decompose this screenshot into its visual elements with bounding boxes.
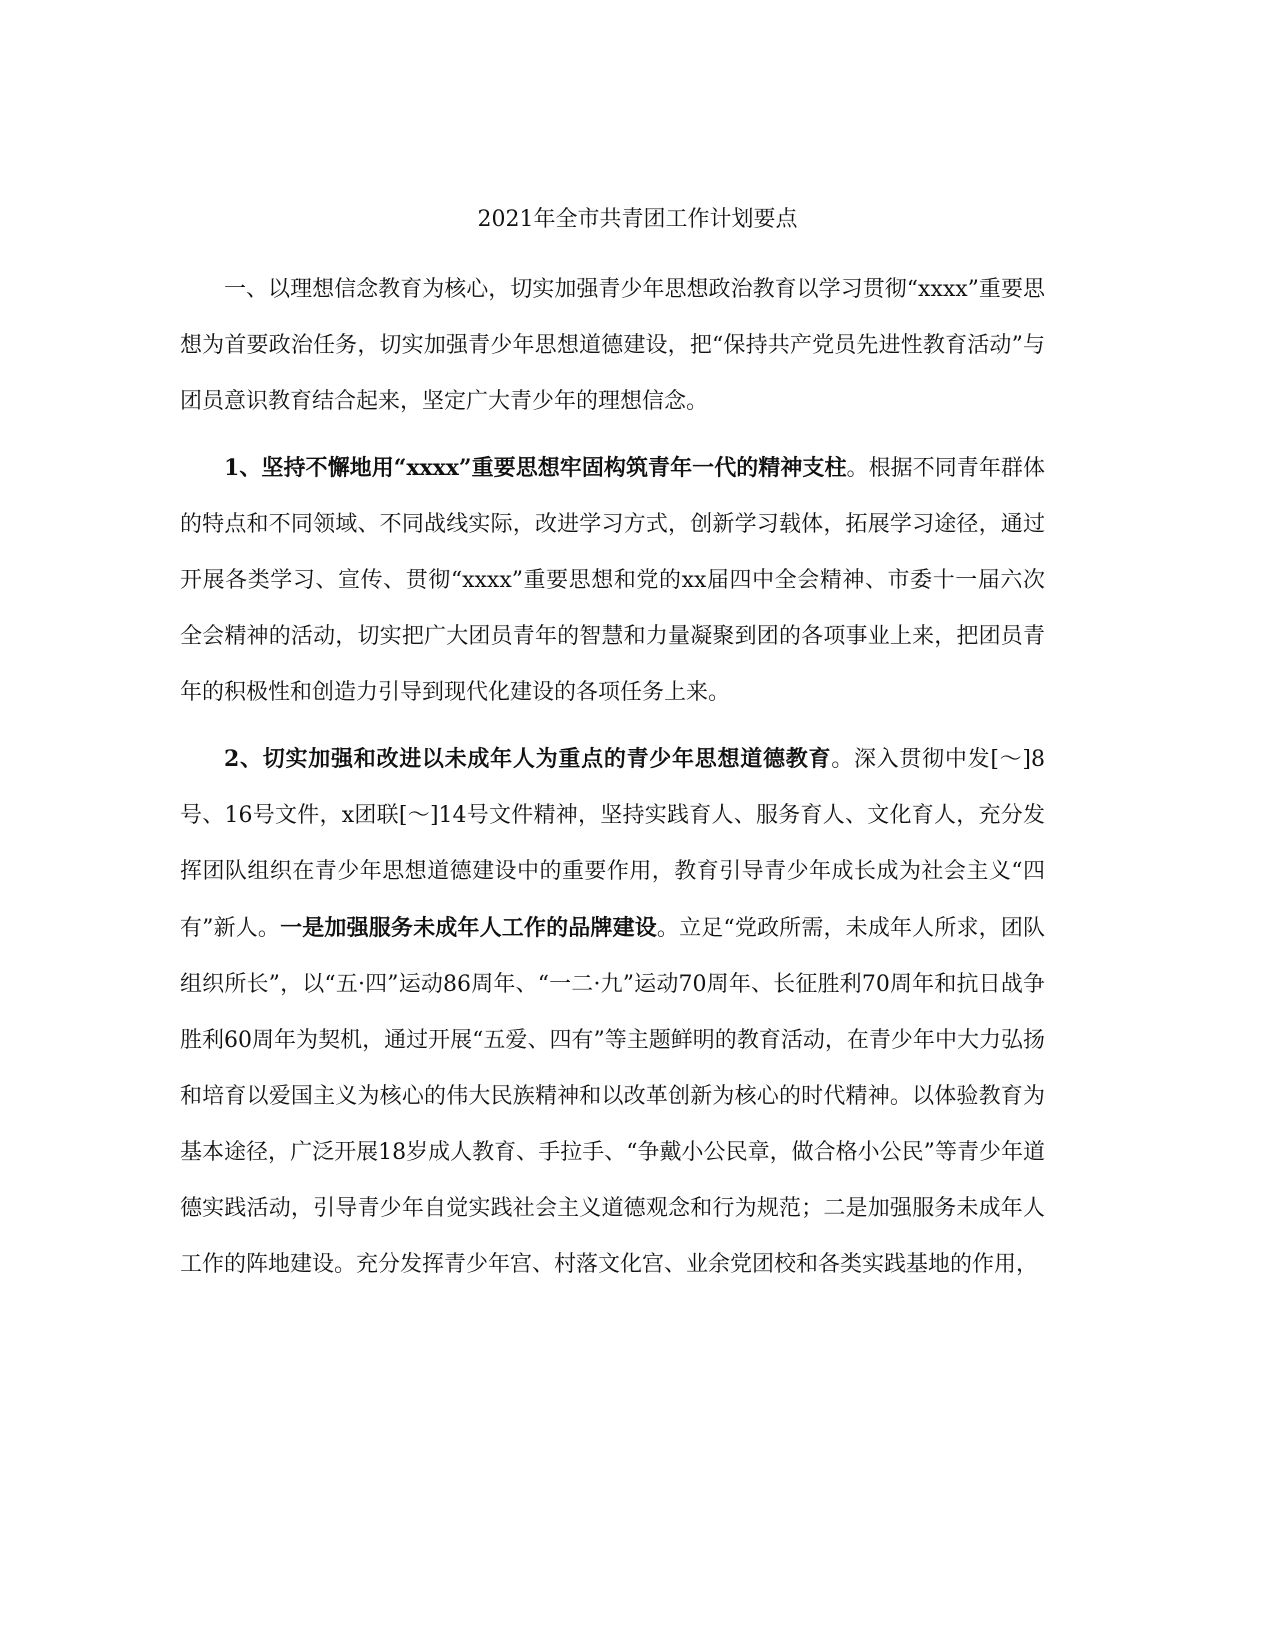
paragraph-heading: 1、坚持不懈地用“xxxx”重要思想牢固构筑青年一代的精神支柱 bbox=[224, 455, 847, 481]
paragraph-2 bbox=[180, 440, 1045, 721]
document-title: 2021年全市共青团工作计划要点 bbox=[477, 207, 798, 232]
paragraph-subheading: 一是加强服务未成年人工作的品牌建设 bbox=[280, 915, 657, 941]
paragraph-heading: 2、切实加强和改进以未成年人为重点的青少年思想道德教育 bbox=[224, 746, 832, 772]
paragraph-text: 。深入贯彻中发[～]8号、16号文件，x团联[～]14号文件精神，坚持实践育人、服务育人、文化育人，充分发挥团队组织在青少年思想道德建设中的重要作用，教育引导青少年成长成为社会主义“四有”新人。 bbox=[180, 747, 1045, 941]
paragraph-1 bbox=[180, 262, 1045, 430]
paragraph-text: 。根据不同青年群体的特点和不同领域、不同战线实际，改进学习方式，创新学习载体，拓展学习途径，通过开展各类学习、宣传、贯彻“xxxx”重要思想和党的xx届四中全会精神、市委十一届六次全会精神的活动，切实把广大团员青年的智慧和力量凝聚到团的各项事业上来，把团员青年的积极性和创造力引导到现代化建设的各项任务上来。 bbox=[180, 456, 1045, 705]
paragraph-text: 。立足“党政所需，未成年人所求，团队组织所长”，以“五·四”运动86周年、“一二·九”运动70周年、长征胜利70周年和抗日战争胜利60周年为契机，通过开展“五爱、四有”等主题鲜明的教育活动，在青少年中大力弘扬和培育以爱国主义为核心的伟大民族精神和以改革创新为核心的时代精神。以体验教育为基本途径，广泛开展18岁成人教育、手拉手、“争戴小公民章，做合格小公民”等青少年道德实践活动，引导青少年自觉实践社会主义道德观念和行为规范；二是加强服务未成年人工作的阵地建设。充分发挥青少年宫、村落文化宫、业余党团校和各类实践基地的作用， bbox=[180, 916, 1045, 1277]
paragraph-text: 一、以理想信念教育为核心，切实加强青少年思想政治教育以学习贯彻“xxxx”重要思想为首要政治任务，切实加强青少年思想道德建设，把“保持共产党员先进性教育活动”与团员意识教育结合起来，坚定广大青少年的理想信念。 bbox=[180, 277, 1045, 414]
document-body bbox=[180, 262, 1045, 1303]
paragraph-3 bbox=[180, 731, 1045, 1293]
